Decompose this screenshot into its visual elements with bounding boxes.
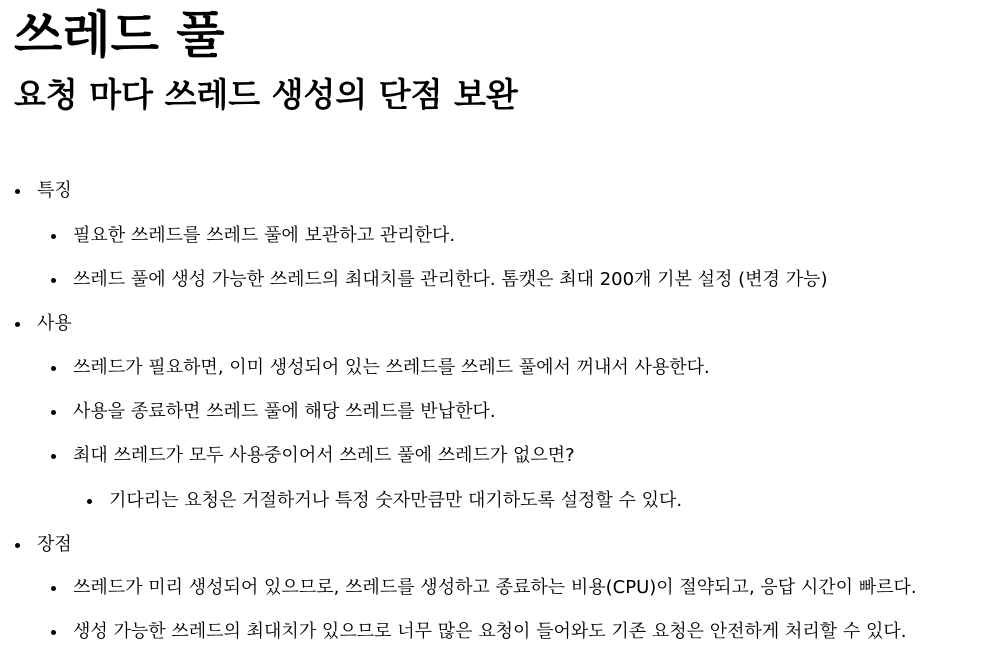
list-item-text: 쓰레드 풀에 생성 가능한 쓰레드의 최대치를 관리한다. 톰캣은 최대 200개 기본 설정 (변경 가능) — [73, 269, 828, 290]
bullet-icon — [51, 234, 56, 239]
section-label: 사용 — [37, 313, 72, 334]
list-item-text: 생성 가능한 쓰레드의 최대치가 있으므로 너무 많은 요청이 들어와도 기존 요청은 안전하게 처리할 수 있다. — [73, 621, 907, 642]
list-item-text: 쓰레드가 미리 생성되어 있으므로, 쓰레드를 생성하고 종료하는 비용(CPU)이 절약되고, 응답 시간이 빠르다. — [73, 577, 917, 598]
list-item-text: 최대 쓰레드가 모두 사용중이어서 쓰레드 풀에 쓰레드가 없으면? — [73, 445, 575, 466]
bullet-icon — [51, 410, 56, 415]
bullet-icon — [87, 499, 92, 504]
bullet-icon — [15, 543, 20, 548]
list-item-text: 필요한 쓰레드를 쓰레드 풀에 보관하고 관리한다. — [73, 225, 456, 246]
section-label: 특징 — [37, 180, 72, 201]
page-title: 쓰레드 풀 — [14, 6, 225, 64]
bullet-icon — [51, 586, 56, 591]
bullet-icon — [15, 189, 20, 194]
bullet-icon — [51, 366, 56, 371]
bullet-icon — [15, 322, 20, 327]
page-subtitle: 요청 마다 쓰레드 생성의 단점 보완 — [14, 75, 518, 114]
section-label: 장점 — [37, 534, 72, 555]
list-item-text: 사용을 종료하면 쓰레드 풀에 해당 쓰레드를 반납한다. — [73, 401, 496, 422]
bullet-icon — [51, 630, 56, 635]
list-item-text: 쓰레드가 필요하면, 이미 생성되어 있는 쓰레드를 쓰레드 풀에서 꺼내서 사용한다. — [73, 357, 710, 378]
list-item-text: 기다리는 요청은 거절하거나 특정 숫자만큼만 대기하도록 설정할 수 있다. — [109, 490, 683, 511]
bullet-icon — [51, 454, 56, 459]
bullet-icon — [51, 278, 56, 283]
